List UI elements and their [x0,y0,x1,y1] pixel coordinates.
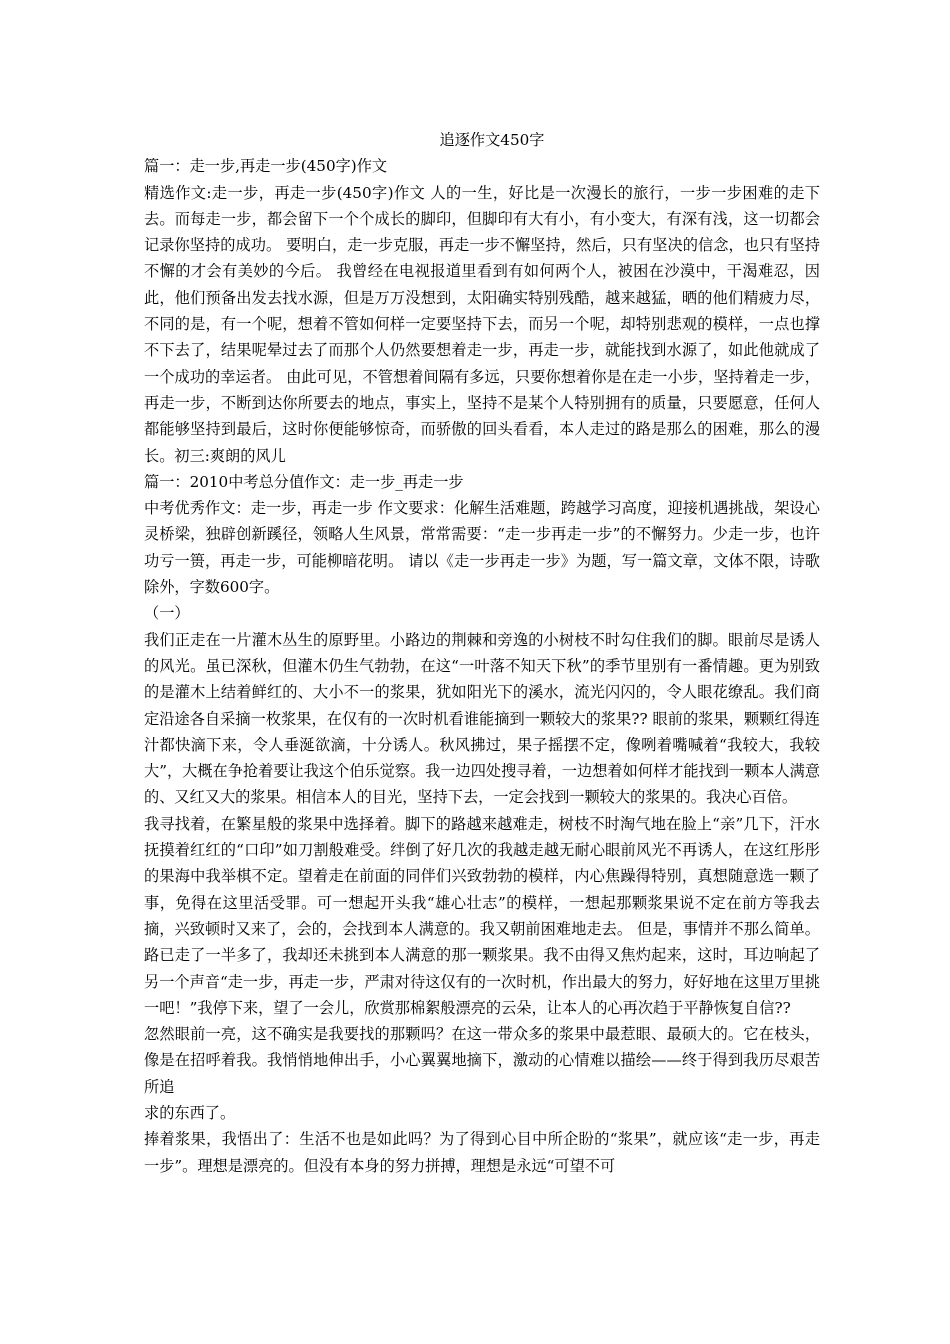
paragraph-searching: 我寻找着，在繁星般的浆果中选择着。脚下的路越来越难走，树枝不时淘气地在脸上“亲”几下，汗水抚摸着红红的“口印”如刀割般难受。绊倒了好几次的我越走越无耐心眼前风光不再诱人，在这红彤彤的果海中我举棋不定。望着走在前面的同伴们兴致勃勃的模样，内心焦躁得特别，真想随意选一颗了事，免得在这里活受罪。可一想起开头我“雄心壮志”的模样，一想起那颗浆果说不定在前方等我去摘，兴致顿时又来了，会的，会找到本人满意的。我又朝前困难地走去。 但是，事情并不那么简单。路已走了一半多了，我却还未挑到本人满意的那一颗浆果。我不由得又焦灼起来，这时，耳边响起了另一个声音“走一步，再走一步，严肃对待这仅有的一次时机，作出最大的努力，好好地在这里万里挑一吧！”我停下来，望了一会儿，欣赏那棉絮般漂亮的云朵，让本人的心再次趋于平静恢复自信?? [144,814,821,1017]
document-title: 追逐作文450字 [439,131,545,149]
paragraph-essay-requirements: 中考优秀作文：走一步，再走一步 作文要求：化解生活难题，跨越学习高度，迎接机遇挑战，架设心灵桥梁，独辟创新蹊径，领略人生风景，常常需要：“走一步再走一步”的不懈努力。少走一步，也许功亏一篑，再走一步，可能柳暗花明。 请以《走一步再走一步》为题，写一篇文章，文体不限，诗歌除外，字数600字。 [144,499,820,597]
section-marker: （一） [144,604,190,623]
document-body [144,127,820,1179]
paragraph-found-berry: 忽然眼前一亮，这不确实是我要找的那颗吗？在这一带众多的浆果中最惹眼、最硕大的。它在枝头，像是在招呼着我。我悄悄地伸出手，小心翼翼地摘下，激动的心情难以描绘——终于得到我历尽艰苦所追 [144,1025,820,1096]
paragraph-reflection: 捧着浆果，我悟出了：生活不也是如此吗？为了得到心目中所企盼的“浆果”，就应该“走一步，再走一步”。理想是漂亮的。但没有本身的努力拼搏，理想是永远“可望不可 [144,1130,820,1175]
paragraph-continuation: 求的东西了。 [144,1103,236,1122]
heading-essay-two: 篇一：2010中考总分值作文：走一步_再走一步 [144,472,464,491]
paragraph-wilderness: 我们正走在一片灌木丛生的原野里。小路边的荆棘和旁逸的小树枝不时勾住我们的脚。眼前尽是诱人的风光。虽已深秋，但灌木仍生气勃勃，在这“一叶落不知天下秋”的季节里别有一番情趣。更为别致的是灌木上结着鲜红的、大小不一的浆果，犹如阳光下的溪水，流光闪闪的，令人眼花缭乱。我们商定沿途各自采摘一枚浆果，在仅有的一次时机看谁能摘到一颗较大的浆果?? 眼前的浆果，颗颗红得连汁都快滴下来，令人垂涎欲滴，十分诱人。秋风拂过，果子摇摆不定，像咧着嘴喊着“我较大，我较大”，大概在争抢着要让我这个伯乐觉察。我一边四处搜寻着，一边想着如何样才能找到一颗本人满意的、又红又大的浆果。相信本人的目光，坚持下去，一定会找到一颗较大的浆果的。我决心百倍。 [144,630,821,807]
heading-essay-one: 篇一：走一步,再走一步(450字)作文 [144,157,388,176]
paragraph-essay-one-body: 精选作文:走一步，再走一步(450字)作文 人的一生，好比是一次漫长的旅行，一步一步困难的走下去。而每走一步，都会留下一个个成长的脚印，但脚印有大有小，有小变大，有深有浅，这一切都会记录你坚持的成功。 要明白，走一步克服，再走一步不懈坚持，然后，只有坚决的信念，也只有坚持不懈的才会有美妙的今后。 我曾经在电视报道里看到有如何两个人，被困在沙漠中，干渴难忍，因此，他们预备出发去找水源，但是万万没想到，太阳确实特别残酷，越来越猛，晒的他们精疲力尽，不同的是，有一个呢，想着不管如何样一定要坚持下去，而另一个呢，却特别悲观的模样，一点也撑不下去了，结果呢晕过去了而那个人仍然要想着走一步，再走一步，就能找到水源了，如此他就成了一个成功的幸运者。 由此可见，不管想着间隔有多远，只要你想着你是在走一小步，坚持着走一步，再走一步，不断到达你所要去的地点，事实上，坚持不是某个人特别拥有的质量，只要愿意，任何人都能够坚持到最后，这时你便能够惊奇，而骄傲的回头看看，本人走过的路是那么的困难，那么的漫长。初三:爽朗的风儿 [144,183,820,465]
